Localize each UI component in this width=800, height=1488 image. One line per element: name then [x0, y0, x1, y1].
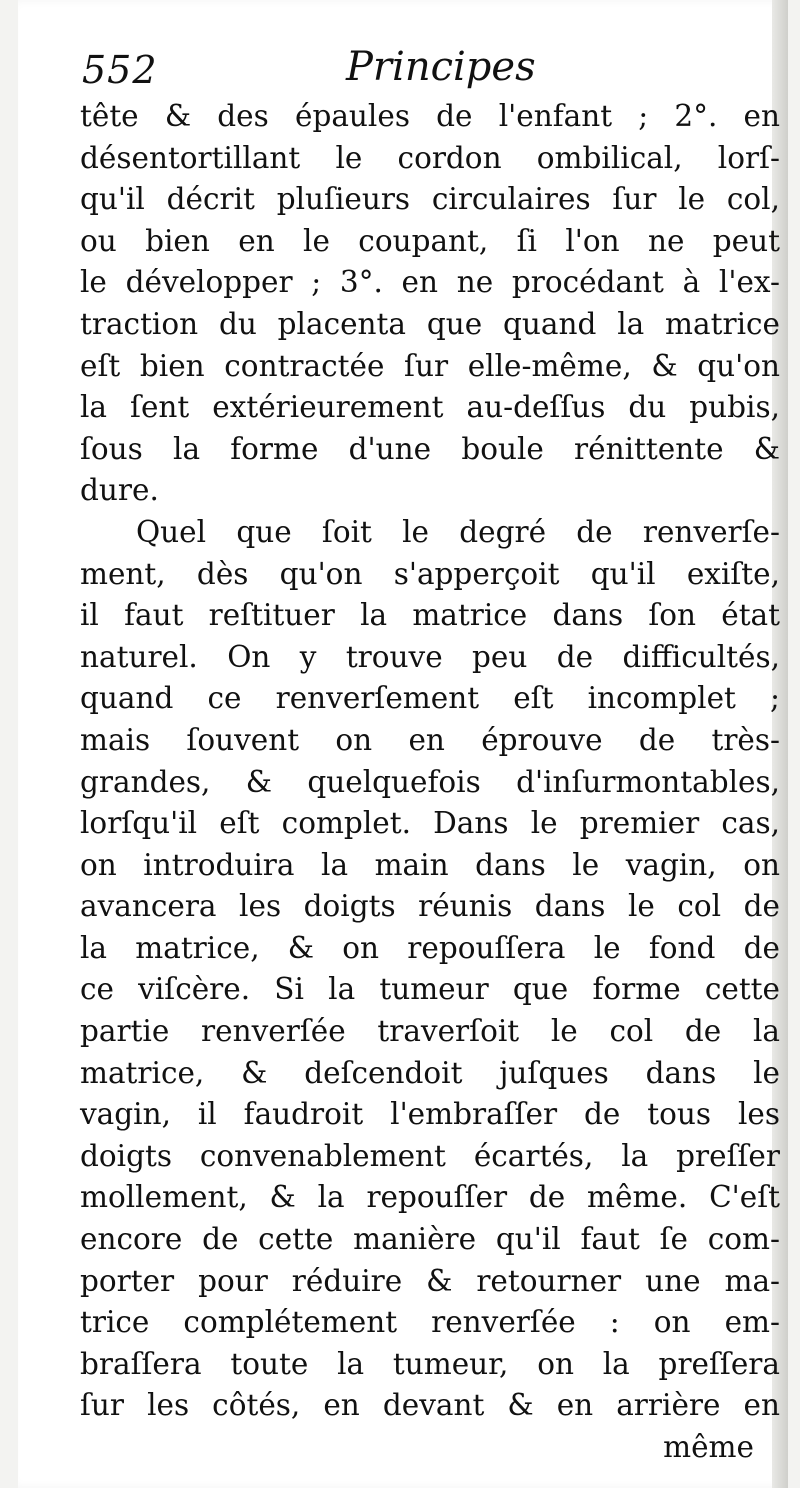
text-line: doigts convenablement écartés, la preſſer — [80, 1138, 780, 1173]
text-line: dure. — [80, 473, 159, 508]
text-line: mais ſouvent on en éprouve de très- — [80, 722, 780, 757]
text-line: qu'il décrit pluſieurs circulaires ſur le col, — [80, 182, 780, 217]
page-header — [76, 40, 748, 96]
page-number: 552 — [82, 48, 158, 92]
text-line: braſſera toute la tumeur, on la preſſera — [80, 1346, 780, 1381]
text-line: la matrice, & on repouſſera le fond de — [80, 930, 780, 965]
text-line: la ſent extérieurement au-deſſus du pubis, — [80, 390, 780, 425]
running-head: Principes — [346, 44, 536, 90]
text-line: vagin, il faudroit l'embraſſer de tous les — [80, 1097, 780, 1132]
text-line: Quel que ſoit le degré de renverſe- — [136, 514, 780, 549]
text-line: grandes, & quelquefois d'inſurmontables, — [80, 764, 780, 799]
paragraph — [80, 96, 780, 512]
text-line: encore de cette manière qu'il faut ſe com- — [80, 1222, 780, 1257]
catchword: même — [663, 1430, 754, 1464]
text-line: matrice, & deſcendoit juſques dans le — [80, 1055, 780, 1090]
text-line: naturel. On y trouve peu de difficultés, — [80, 639, 780, 674]
text-line: ce viſcère. Si la tumeur que forme cette — [80, 972, 780, 1007]
text-line: le développer ; 3°. en ne procédant à l'ex- — [80, 265, 780, 300]
page-body — [80, 96, 780, 1469]
text-line: partie renverſée traverſoit le col de la — [80, 1014, 780, 1049]
text-line: quand ce renverſement eſt incomplet ; — [80, 681, 780, 716]
text-line: ou bien en le coupant, ſi l'on ne peut — [80, 223, 780, 258]
text-line: eſt bien contractée ſur elle-même, & qu'on — [80, 348, 780, 383]
paragraph — [80, 512, 780, 1427]
text-line: tête & des épaules de l'enfant ; 2°. en — [80, 99, 780, 133]
text-line: il faut reſtituer la matrice dans ſon état — [80, 598, 780, 633]
book-page — [18, 0, 788, 1488]
text-line: on introduira la main dans le vagin, on — [80, 847, 780, 882]
text-line: lorſqu'il eſt complet. Dans le premier cas, — [80, 806, 780, 841]
text-line: désentortillant le cordon ombilical, lorſ- — [80, 140, 780, 175]
text-line: trice complétement renverſée : on em- — [80, 1305, 780, 1340]
text-line: ſous la forme d'une boule rénittente & — [80, 431, 780, 466]
text-line: ment, dès qu'on s'apperçoit qu'il exiſte, — [80, 556, 780, 591]
text-line: avancera les doigts réunis dans le col de — [80, 889, 780, 924]
text-line: traction du placenta que quand la matrice — [80, 306, 780, 341]
text-line: porter pour réduire & retourner une ma- — [80, 1263, 780, 1298]
text-line: ſur les côtés, en devant & en arrière en — [80, 1388, 780, 1423]
text-line: mollement, & la repouſſer de même. C'eſt — [80, 1180, 780, 1215]
